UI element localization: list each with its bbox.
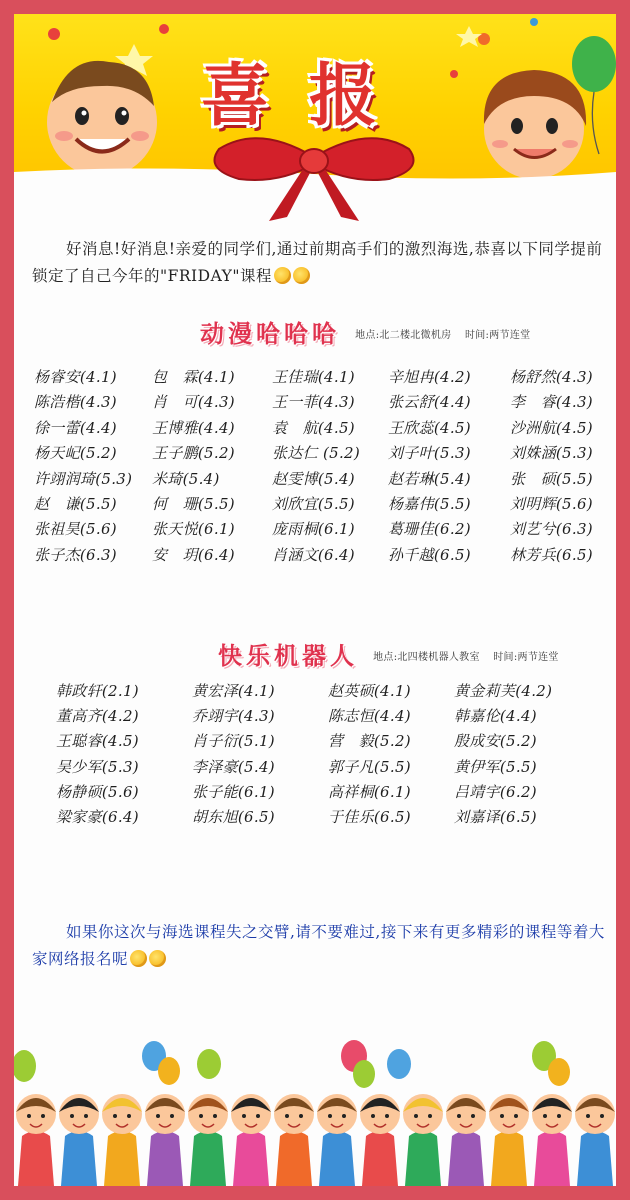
student-name: 杨天屺(5.2)	[34, 444, 117, 463]
student-name: 王佳瑞(4.1)	[272, 368, 355, 386]
intro-paragraph	[32, 236, 607, 290]
student-name: 杨睿安(4.1)	[34, 368, 117, 386]
name-list-robot	[56, 680, 596, 831]
section-info-anime	[355, 326, 530, 341]
student-name: 张子能(6.1)	[192, 782, 275, 801]
student-name: 高祥桐(6.1)	[328, 782, 411, 801]
emoji-icon	[149, 950, 166, 967]
student-name: 张祖昊(5.6)	[34, 520, 117, 539]
child-figure	[360, 1094, 400, 1186]
student-name: 杨静硕(5.6)	[56, 782, 139, 801]
student-name: 孙千越(6.5)	[388, 545, 471, 564]
section-info-robot	[373, 648, 559, 663]
child-figure	[16, 1094, 56, 1186]
student-name: 营 毅(5.2)	[328, 732, 411, 751]
student-name: 辛旭冉(4.2)	[388, 368, 471, 386]
student-name: 林芳兵(6.5)	[510, 545, 593, 564]
student-name: 黄宏泽(4.1)	[192, 682, 275, 700]
child-figure	[575, 1094, 615, 1186]
student-name: 张达仁 (5.2)	[272, 444, 361, 463]
student-name: 庞雨桐(6.1)	[272, 520, 355, 539]
section-title-robot: 快乐机器人	[218, 642, 358, 670]
location-label: 地点:北四楼机器人教室	[373, 652, 480, 663]
section-header-anime	[200, 314, 530, 350]
child-figure	[317, 1094, 357, 1186]
poster-frame	[14, 14, 616, 1186]
student-name: 杨舒然(4.3)	[510, 368, 593, 386]
student-name: 殷成安(5.2)	[454, 732, 537, 751]
student-name: 张天悦(6.1)	[152, 520, 235, 539]
student-name: 王博雅(4.4)	[152, 418, 235, 437]
child-figure	[145, 1094, 185, 1186]
poster-title: 喜报	[200, 57, 417, 136]
emoji-icon	[130, 950, 147, 967]
student-name: 乔翊宇(4.3)	[192, 707, 275, 726]
student-name: 肖 可(4.3)	[152, 393, 235, 412]
student-name: 赵雯博(5.4)	[272, 469, 355, 488]
child-figure	[403, 1094, 443, 1186]
time-label: 时间:两节连堂	[493, 652, 559, 663]
child-figure	[446, 1094, 486, 1186]
student-name: 何 珊(5.5)	[152, 494, 235, 513]
student-name: 郭子凡(5.5)	[328, 757, 411, 776]
student-name: 吴少军(5.3)	[56, 757, 139, 776]
student-name: 刘欣宜(5.5)	[272, 494, 355, 513]
student-name: 张 硕(5.5)	[510, 469, 593, 488]
student-name: 黄伊军(5.5)	[454, 757, 537, 776]
child-figure	[231, 1094, 271, 1186]
student-name: 肖涵文(6.4)	[272, 545, 355, 564]
student-name: 刘姝涵(5.3)	[510, 444, 593, 463]
intro-text: 好消息!好消息!亲爱的同学们,通过前期高手们的激烈海选,恭喜以下同学提前锁定了自己今年的"FRIDAY"课程	[32, 240, 603, 285]
student-name: 韩嘉伦(4.4)	[454, 707, 537, 726]
student-name: 杨嘉伟(5.5)	[388, 494, 471, 513]
student-name: 刘嘉译(6.5)	[454, 807, 537, 826]
student-name: 于佳乐(6.5)	[328, 807, 411, 826]
ribbon-bow-icon	[199, 129, 429, 224]
student-name: 许翊润琦(5.3)	[34, 469, 133, 488]
student-name: 陈浩楷(4.3)	[34, 393, 117, 412]
student-name: 王子鹏(5.2)	[152, 444, 235, 463]
student-name: 安 玥(6.4)	[152, 545, 235, 564]
name-list-anime	[34, 366, 614, 569]
location-label: 地点:北二楼北微机房	[355, 330, 452, 341]
student-name: 袁 航(4.5)	[272, 418, 355, 437]
student-name: 包 霖(4.1)	[152, 368, 235, 386]
student-name: 韩政轩(2.1)	[56, 682, 139, 700]
student-name: 胡东旭(6.5)	[192, 807, 275, 826]
outro-text: 如果你这次与海选课程失之交臂,请不要难过,接下来有更多精彩的课程等着大家网络报名呢	[32, 923, 605, 968]
student-name: 梁家豪(6.4)	[56, 807, 139, 826]
student-name: 李 睿(4.3)	[510, 393, 593, 412]
student-name: 刘子叶(5.3)	[388, 444, 471, 463]
child-figure	[532, 1094, 572, 1186]
student-name: 陈志恒(4.4)	[328, 707, 411, 726]
student-name: 刘艺兮(6.3)	[510, 520, 593, 539]
student-name: 王欣蕊(4.5)	[388, 418, 471, 437]
student-name: 赵 谦(5.5)	[34, 494, 117, 513]
student-name: 赵若琳(5.4)	[388, 469, 471, 488]
time-label: 时间:两节连堂	[464, 330, 531, 341]
child-figure	[59, 1094, 99, 1186]
student-name: 赵英硕(4.1)	[328, 682, 411, 700]
student-name: 张子杰(6.3)	[34, 545, 117, 564]
student-name: 黄金莉芙(4.2)	[454, 682, 553, 700]
child-figure	[102, 1094, 142, 1186]
emoji-icon	[293, 267, 310, 284]
student-name: 张云舒(4.4)	[388, 393, 471, 412]
student-name: 徐一蕾(4.4)	[34, 418, 117, 437]
student-name: 王一菲(4.3)	[272, 393, 355, 412]
child-figure	[489, 1094, 529, 1186]
student-name: 董高齐(4.2)	[56, 707, 139, 726]
student-name: 沙洲航(4.5)	[510, 418, 593, 437]
section-header-robot	[218, 636, 559, 672]
student-name: 肖子衍(5.1)	[192, 732, 275, 751]
emoji-icon	[274, 267, 291, 284]
student-name: 吕靖宇(6.2)	[454, 782, 537, 801]
student-name: 刘明辉(5.6)	[510, 494, 593, 513]
student-name: 王聪睿(4.5)	[56, 732, 139, 751]
student-name: 葛珊佳(6.2)	[388, 520, 471, 539]
student-name: 李泽豪(5.4)	[192, 757, 275, 776]
student-name: 米琦(5.4)	[152, 469, 220, 488]
child-figure	[188, 1094, 228, 1186]
outro-paragraph	[32, 919, 607, 973]
section-title-anime: 动漫哈哈哈	[200, 320, 340, 348]
child-figure	[274, 1094, 314, 1186]
children-illustration	[14, 1036, 616, 1186]
